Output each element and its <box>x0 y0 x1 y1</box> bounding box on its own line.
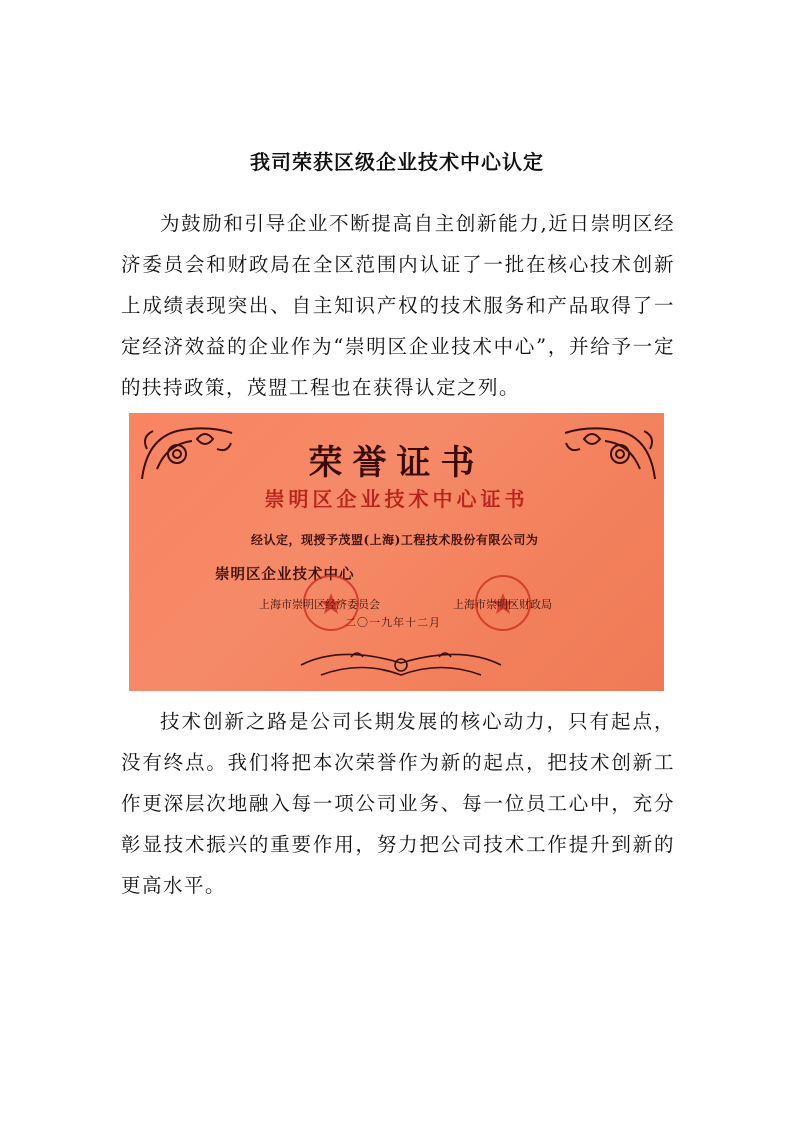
certificate-award-text: 经认定，现授予茂盟(上海)工程技术股份有限公司为 <box>251 533 539 547</box>
certificate-image <box>129 413 664 691</box>
bottom-ornament-icon <box>281 635 521 685</box>
intro-paragraph: 为鼓励和引导企业不断提高自主创新能力,近日崇明区经济委员会和财政局在全区范围内认证了一批在核心技术创新上成绩表现突出、自主知识产权的技术服务和产品取得了一定经济效益的企业作为“崇明区企业技术中心”，并给予一定的扶持政策，茂盟工程也在获得认定之列。 <box>121 212 675 399</box>
certificate-issuer-1: 上海市崇明区经济委员会 <box>259 598 380 611</box>
closing-paragraph: 技术创新之路是公司长期发展的核心动力，只有起点，没有终点。我们将把本次荣誉作为新的起点，把技术创新工作更深层次地融入每一项公司业务、每一位员工心中，充分彰显技术振兴的重要作用，努力把公司技术工作提升到新的更高水平。 <box>121 710 675 897</box>
certificate-title: 荣誉证书 <box>308 443 485 483</box>
certificate-date: 二〇一九年十二月 <box>345 616 441 629</box>
certificate-issuer-2: 上海市崇明区财政局 <box>453 598 552 611</box>
page-title: 我司荣获区级企业技术中心认定 <box>250 150 544 174</box>
certificate-honor-name: 崇明区企业技术中心 <box>215 566 355 583</box>
certificate-subtitle: 崇明区企业技术中心证书 <box>264 487 529 511</box>
